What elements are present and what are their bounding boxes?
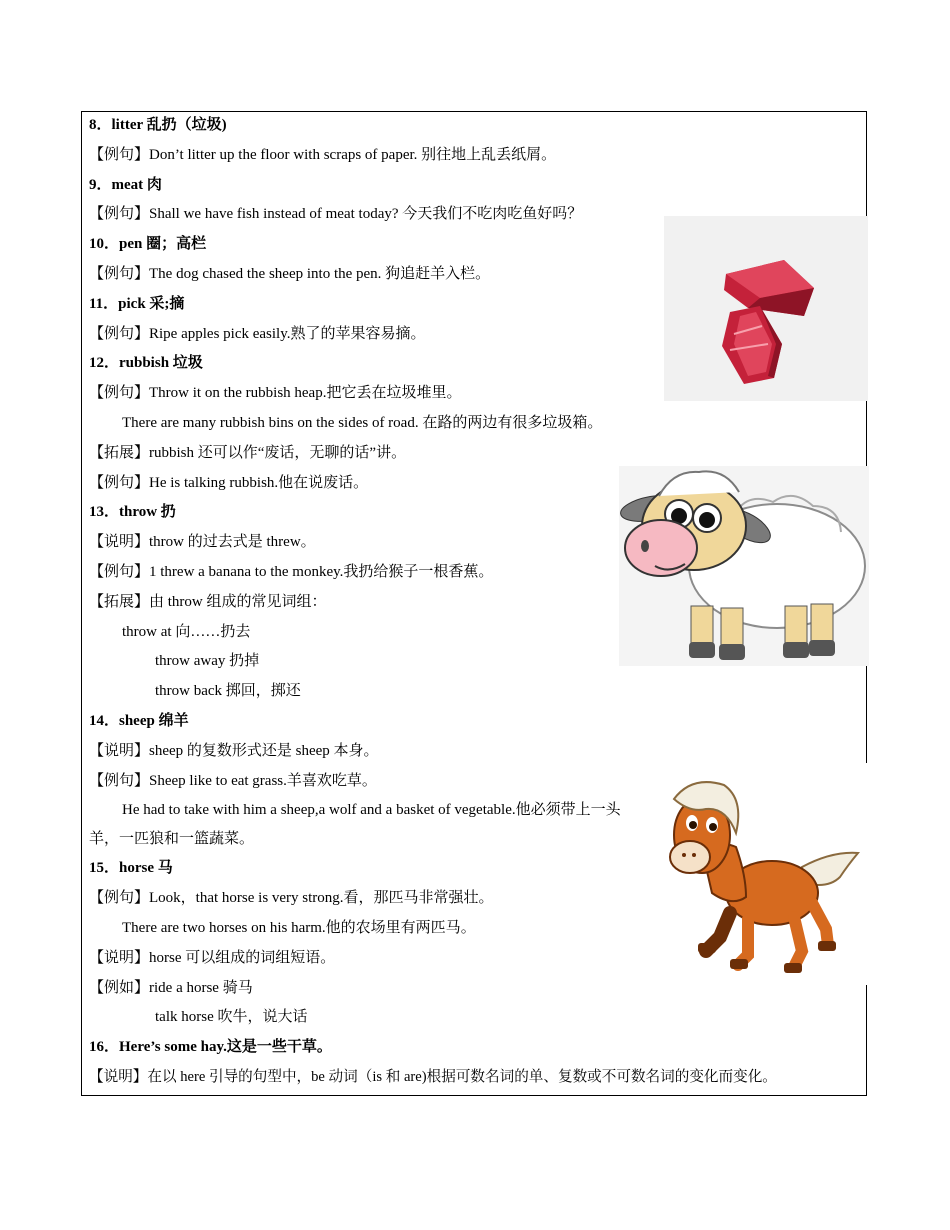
phrase-line: throw back 掷回，掷还 [155, 683, 301, 700]
example-line: 【例句】Ripe apples pick easily.熟了的苹果容易摘。 [89, 325, 426, 342]
entry-hay-heading: 16．Here’s some hay.这是一些干草。 [89, 1039, 332, 1056]
example-line: 【例句】1 threw a banana to the monkey.我扔给猴子一根香蕉。 [89, 563, 494, 580]
entry-pick-heading: 11．pick 采;摘 [89, 295, 185, 312]
entry-throw-heading: 13．throw 扔 [89, 504, 176, 521]
example-line-continued: There are many rubbish bins on the sides of road. 在路的两边有很多垃圾箱。 [122, 414, 603, 431]
example-line-wrapped: He had to take with him a sheep,a wolf and a basket of vegetable.他必须带上一头羊，一匹狼和一篮蔬菜。 [89, 802, 621, 848]
example-line: 【例句】Don’t litter up the floor with scraps of paper. 别往地上乱丢纸屑。 [89, 146, 557, 163]
horse-illustration [662, 763, 868, 985]
phrase-line: throw away 扔掉 [155, 653, 260, 670]
extension-line: 【拓展】rubbish 还可以作“废话，无聊的话”讲。 [89, 444, 407, 461]
meat-slice-top-icon [724, 260, 814, 316]
phrase-line: talk horse 吹牛，说大话 [155, 1009, 308, 1026]
entry-sheep-heading: 14．sheep 绵羊 [89, 712, 189, 729]
entry-rubbish-heading: 12．rubbish 垃圾 [89, 355, 203, 372]
explanation-line: 【说明】sheep 的复数形式还是 sheep 本身。 [89, 742, 379, 759]
entry-litter-heading: 8．litter 乱扔（垃圾) [89, 117, 227, 133]
example-line: 【例句】The dog chased the sheep into the pen. 狗追赶羊入栏。 [89, 265, 491, 282]
example-line: 【例句】He is talking rubbish.他在说废话。 [89, 474, 369, 491]
meat-slice-bottom-icon [722, 306, 782, 384]
example-line: 【例句】Look，that horse is very strong.看，那匹马非常强壮。 [89, 890, 494, 907]
entry-meat-heading: 9．meat 肉 [89, 176, 162, 193]
entry-pen-heading: 10．pen 圈；高栏 [89, 236, 207, 253]
sheep-illustration [619, 466, 869, 666]
meat-illustration [664, 216, 868, 401]
explanation-line: 【说明】horse 可以组成的词组短语。 [89, 949, 336, 966]
example-line: 【例句】Throw it on the rubbish heap.把它丢在垃圾堆里。 [89, 385, 462, 402]
explanation-line: 【说明】throw 的过去式是 threw。 [89, 534, 316, 551]
entry-horse-heading: 15．horse 马 [89, 860, 173, 877]
phrase-line: throw at 向……扔去 [122, 623, 251, 640]
example-line: 【例如】ride a horse 骑马 [89, 979, 253, 996]
explanation-line: 【说明】在以 here 引导的句型中，be 动词（is 和 are)根据可数名词的单、复数或不可数名词的变化而变化。 [89, 1068, 777, 1085]
extension-line: 【拓展】由 throw 组成的常见词组： [89, 593, 327, 610]
example-line: 【例句】Shall we have fish instead of meat today? 今天我们不吃肉吃鱼好吗？ [89, 206, 583, 223]
example-line: 【例句】Sheep like to eat grass.羊喜欢吃草。 [89, 772, 377, 789]
example-line-continued: There are two horses on his harm.他的农场里有两匹马。 [122, 919, 476, 936]
